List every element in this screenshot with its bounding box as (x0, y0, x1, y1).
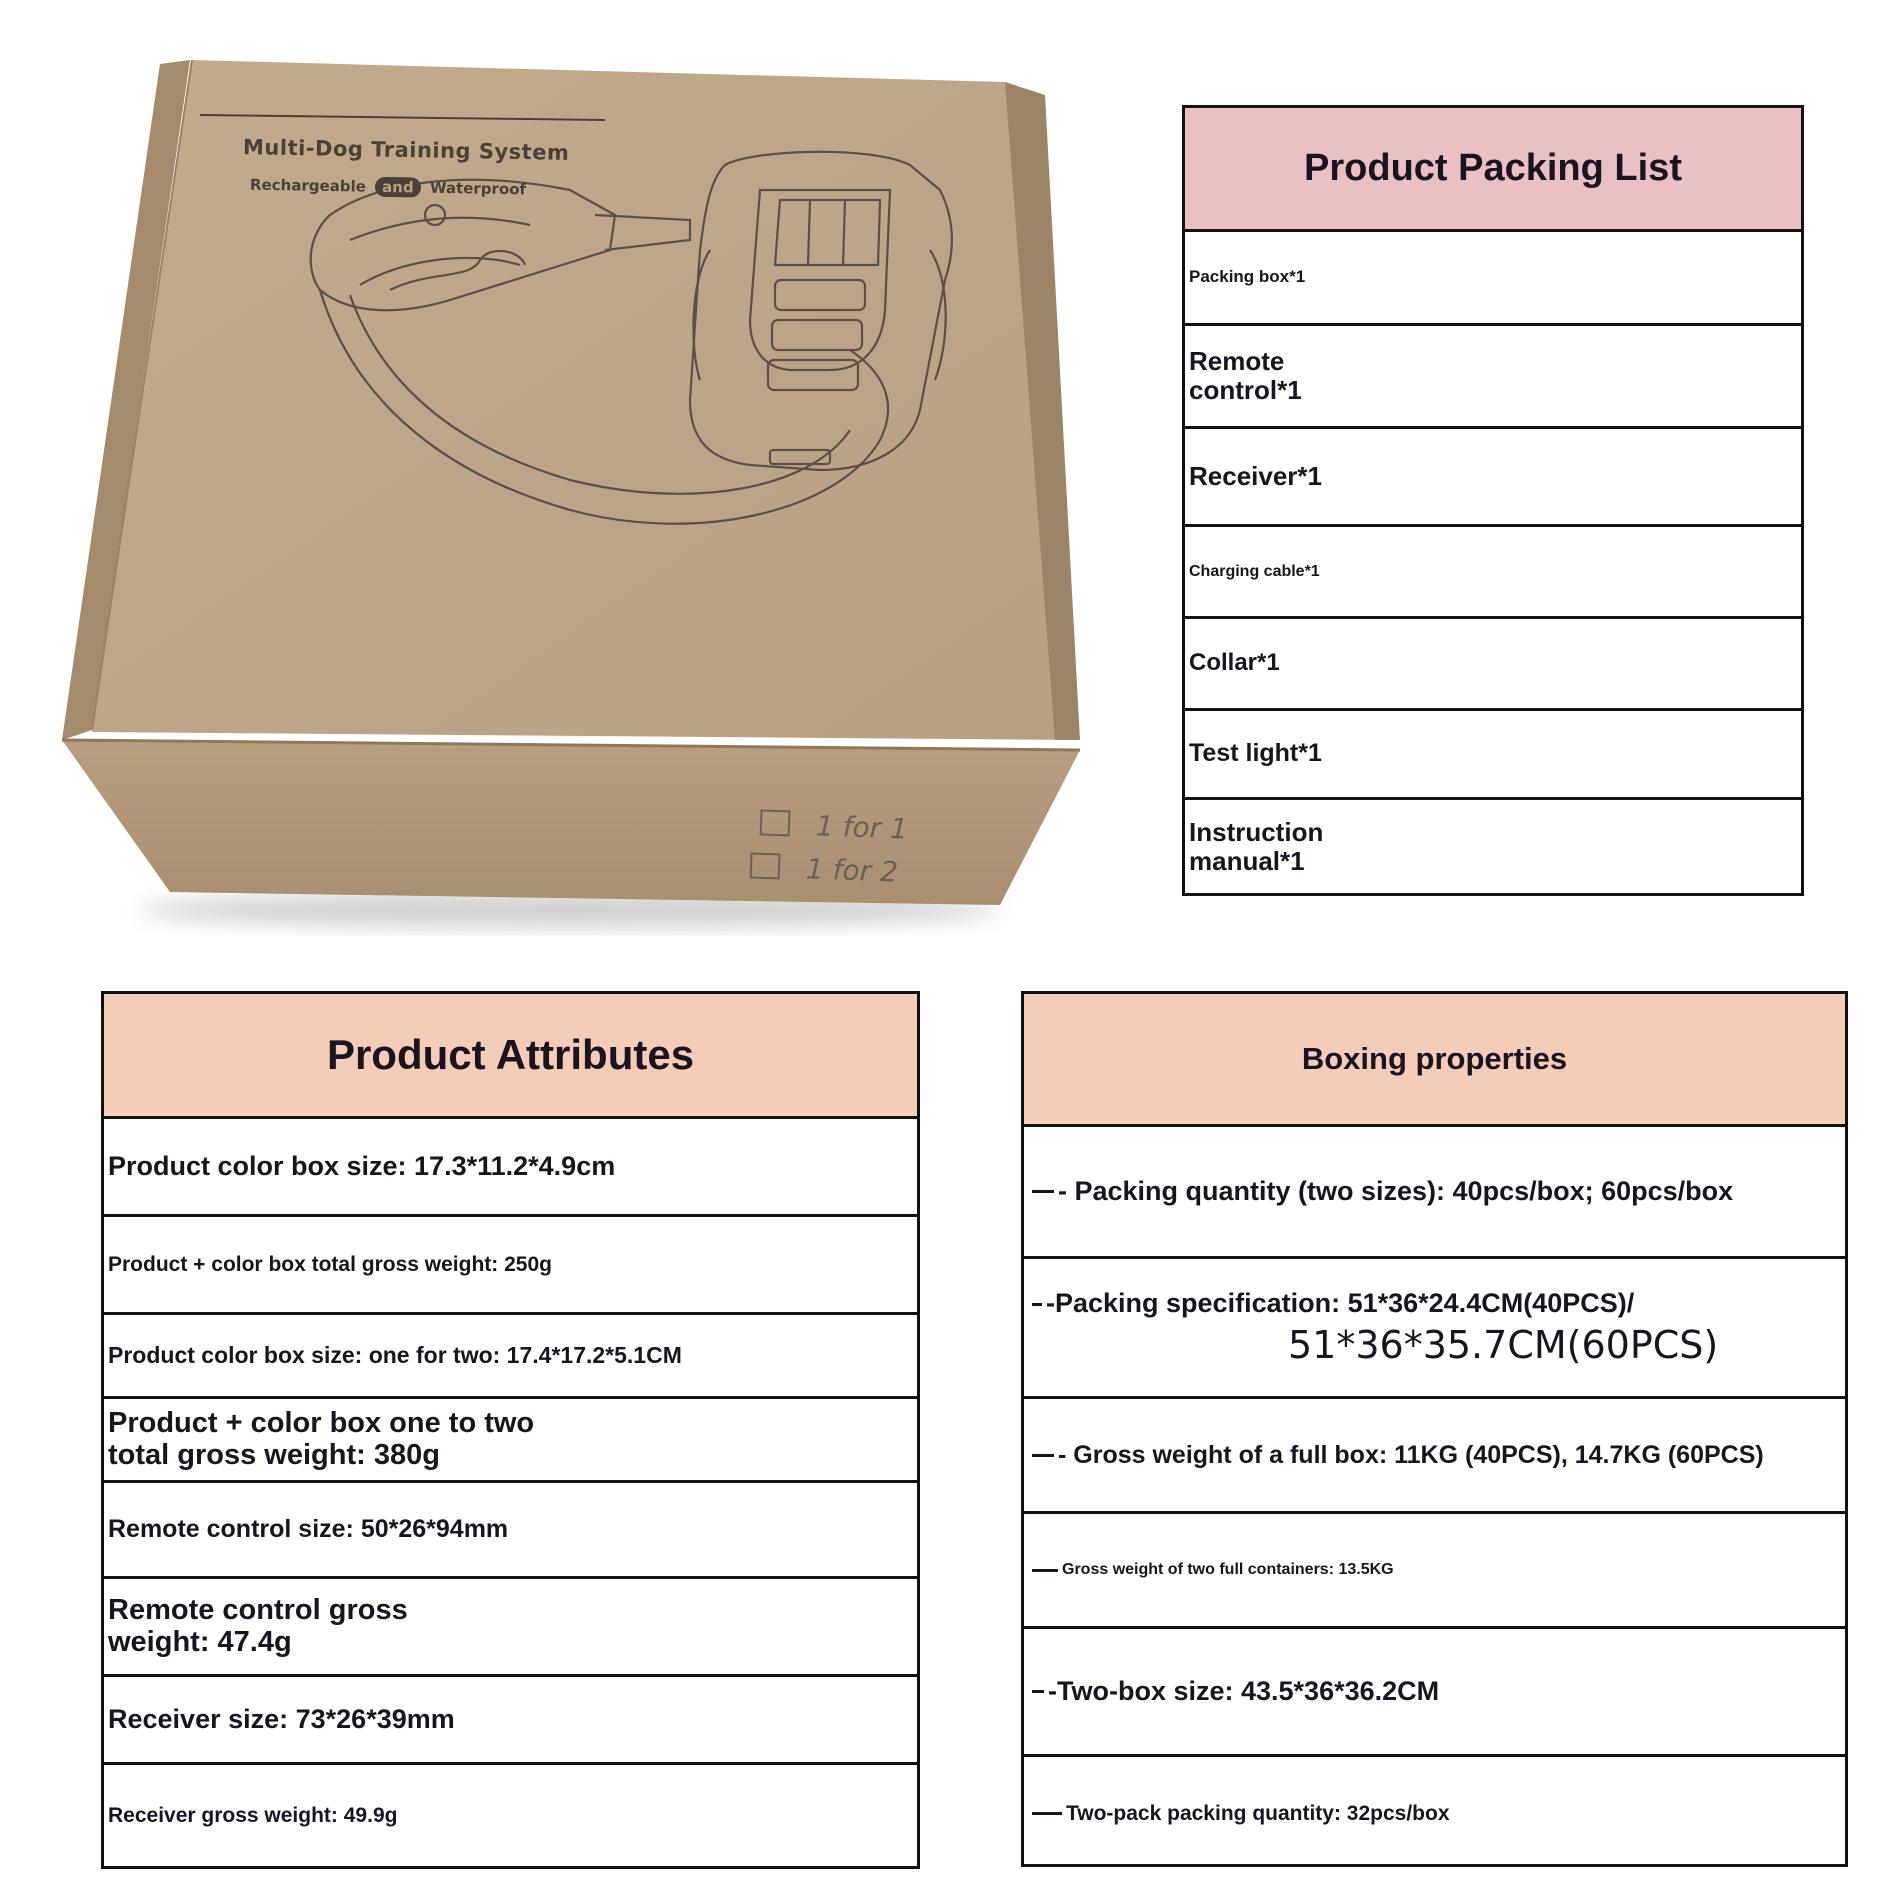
dash-icon (1032, 1569, 1058, 1572)
boxing-row (1024, 1514, 1845, 1629)
attribute-text: Product color box size: one for two: 17.4*17.2*5.1CM (108, 1342, 682, 1368)
packing-list-item (1185, 326, 1801, 429)
attribute-row (104, 1483, 917, 1579)
box-option-1 (759, 807, 908, 845)
attribute-row (104, 1579, 917, 1677)
checkbox-square-icon (750, 852, 781, 879)
packing-list-item (1185, 619, 1801, 711)
product-attributes-table (101, 991, 920, 1869)
boxing-row (1024, 1127, 1845, 1259)
packing-list-item-text: Instruction manual*1 (1189, 816, 1324, 876)
attribute-text: Receiver size: 73*26*39mm (108, 1704, 455, 1734)
tagline-waterproof: Waterproof (429, 178, 527, 199)
boxing-row (1024, 1399, 1845, 1514)
boxing-row (1024, 1629, 1845, 1757)
attribute-row (104, 1399, 917, 1483)
packing-list-item (1185, 429, 1801, 527)
packing-spec-block (1032, 1288, 1718, 1367)
packing-list-item-text: Packing box*1 (1189, 267, 1306, 287)
product-attributes-title: Product Attributes (104, 994, 917, 1119)
packing-list-item (1185, 711, 1801, 800)
packing-list-item-text: Collar*1 (1189, 649, 1280, 677)
packing-list-item-text: Test light*1 (1189, 739, 1322, 768)
attribute-row (104, 1315, 917, 1399)
product-box-image (50, 50, 1080, 950)
packing-list-table (1182, 105, 1804, 896)
packing-list-item (1185, 800, 1801, 893)
attribute-text: Product + color box total gross weight: 250g (108, 1252, 552, 1276)
boxing-text: Two-pack packing quantity: 32pcs/box (1066, 1801, 1450, 1825)
packing-list-title: Product Packing List (1185, 108, 1801, 232)
tagline-and-pill: and (375, 177, 421, 198)
boxing-text: -Packing specification: 51*36*24.4CM(40PCS)/ (1046, 1288, 1635, 1318)
box-option-2 (749, 850, 898, 888)
packing-list-item-text: Receiver*1 (1189, 461, 1322, 492)
boxing-properties-table (1021, 991, 1848, 1867)
attribute-row (104, 1119, 917, 1217)
packing-list-item-text: Charging cable*1 (1189, 562, 1320, 580)
boxing-row (1024, 1259, 1845, 1399)
dash-icon (1032, 1190, 1054, 1193)
checkbox-square-icon (760, 809, 791, 836)
packing-list-item (1185, 232, 1801, 326)
box-brand-text: Multi-Dog Training System (242, 135, 570, 165)
packing-list-item-text: Remote control*1 (1189, 346, 1302, 405)
attribute-row (104, 1217, 917, 1315)
dash-icon (1032, 1812, 1062, 1815)
dash-icon (1032, 1454, 1054, 1457)
dash-icon (1032, 1303, 1042, 1306)
attribute-text: Remote control size: 50*26*94mm (108, 1515, 509, 1543)
attribute-text: Remote control gross weight: 47.4g (108, 1593, 408, 1658)
packing-spec-line2: 51*36*35.7CM(60PCS) (1288, 1323, 1719, 1367)
tagline-rechargeable: Rechargeable (249, 175, 367, 196)
boxing-text: - Gross weight of a full box: 11KG (40PCS), 14.7KG (60PCS) (1058, 1440, 1764, 1469)
cardboard-box-illustration (50, 50, 1080, 950)
packing-list-item (1185, 527, 1801, 619)
boxing-text: Gross weight of two full containers: 13.5KG (1062, 1561, 1394, 1578)
attribute-row (104, 1677, 917, 1765)
box-option-1-label: 1 for 1 (815, 809, 909, 846)
attribute-text: Product color box size: 17.3*11.2*4.9cm (108, 1151, 616, 1181)
boxing-properties-title: Boxing properties (1024, 994, 1845, 1127)
attribute-text: Product + color box one to two total gross weight: 380g (108, 1406, 535, 1471)
boxing-text: -Two-box size: 43.5*36*36.2CM (1048, 1676, 1440, 1706)
box-option-2-label: 1 for 2 (805, 852, 899, 889)
boxing-text: - Packing quantity (two sizes): 40pcs/box; 60pcs/box (1058, 1176, 1734, 1206)
attribute-text: Receiver gross weight: 49.9g (108, 1803, 398, 1827)
attribute-row (104, 1765, 917, 1866)
dash-icon (1032, 1690, 1044, 1693)
boxing-row (1024, 1757, 1845, 1870)
